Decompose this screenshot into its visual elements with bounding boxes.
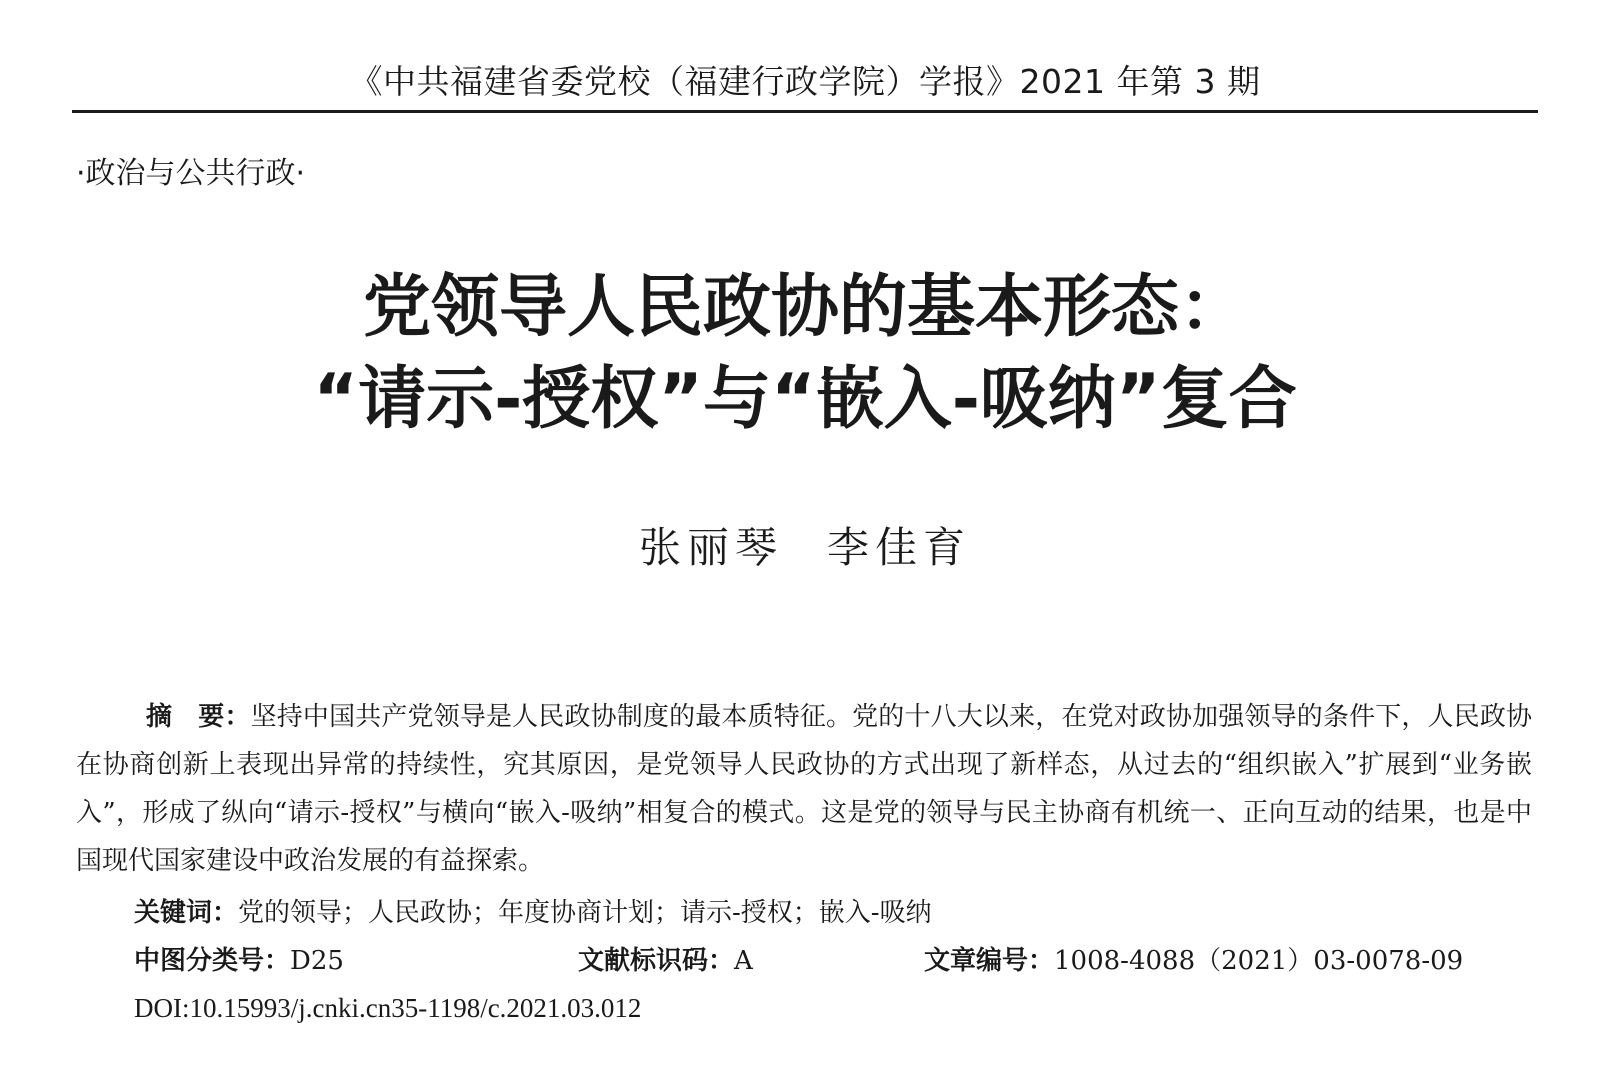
doi: DOI:10.15993/j.cnki.cn35-1198/c.2021.03.012 bbox=[134, 993, 642, 1023]
abstract-text: 坚持中国共产党领导是人民政协制度的最本质特征。党的十八大以来，在党对政协加强领导的条件下，人民政协在协商创新上表现出异常的持续性，究其原因，是党领导人民政协的方式出现了新样态，从过去的“组织嵌入”扩展到“业务嵌入”，形成了纵向“请示-授权”与横向“嵌入-吸纳”相复合的模式。这是党的领导与民主协商有机统一、正向互动的结果，也是中国现代国家建设中政治发展的有益探索。 bbox=[76, 702, 1532, 876]
author-2: 李佳育 bbox=[827, 523, 972, 572]
journal-header: 《中共福建省委党校（福建行政学院）学报》2021 年第 3 期 bbox=[349, 62, 1261, 101]
clc-label: 中图分类号： bbox=[134, 946, 291, 976]
header-rule bbox=[72, 110, 1538, 113]
document-code bbox=[578, 941, 753, 981]
column-label: ·政治与公共行政· bbox=[76, 156, 306, 191]
keywords bbox=[134, 893, 932, 933]
abstract bbox=[76, 693, 1532, 885]
paper-title-line-2: “请示-授权”与“嵌入-吸纳”复合 bbox=[313, 360, 1297, 439]
abstract-label: 摘 要： bbox=[146, 702, 251, 732]
document-code-value: A bbox=[734, 946, 753, 976]
clc-number bbox=[134, 941, 344, 981]
keywords-text: 党的领导；人民政协；年度协商计划；请示-授权；嵌入-吸纳 bbox=[238, 898, 932, 928]
author-1: 张丽琴 bbox=[638, 523, 783, 572]
article-number bbox=[924, 941, 1463, 981]
author-list bbox=[0, 520, 1610, 576]
article-number-label: 文章编号： bbox=[924, 946, 1055, 976]
document-code-label: 文献标识码： bbox=[578, 946, 735, 976]
paper-title bbox=[0, 262, 1610, 446]
keywords-label: 关键词： bbox=[134, 898, 239, 928]
paper-title-line-1: 党领导人民政协的基本形态： bbox=[362, 268, 1247, 347]
article-number-value: 1008-4088（2021）03-0078-09 bbox=[1054, 946, 1464, 976]
clc-value: D25 bbox=[290, 946, 344, 976]
